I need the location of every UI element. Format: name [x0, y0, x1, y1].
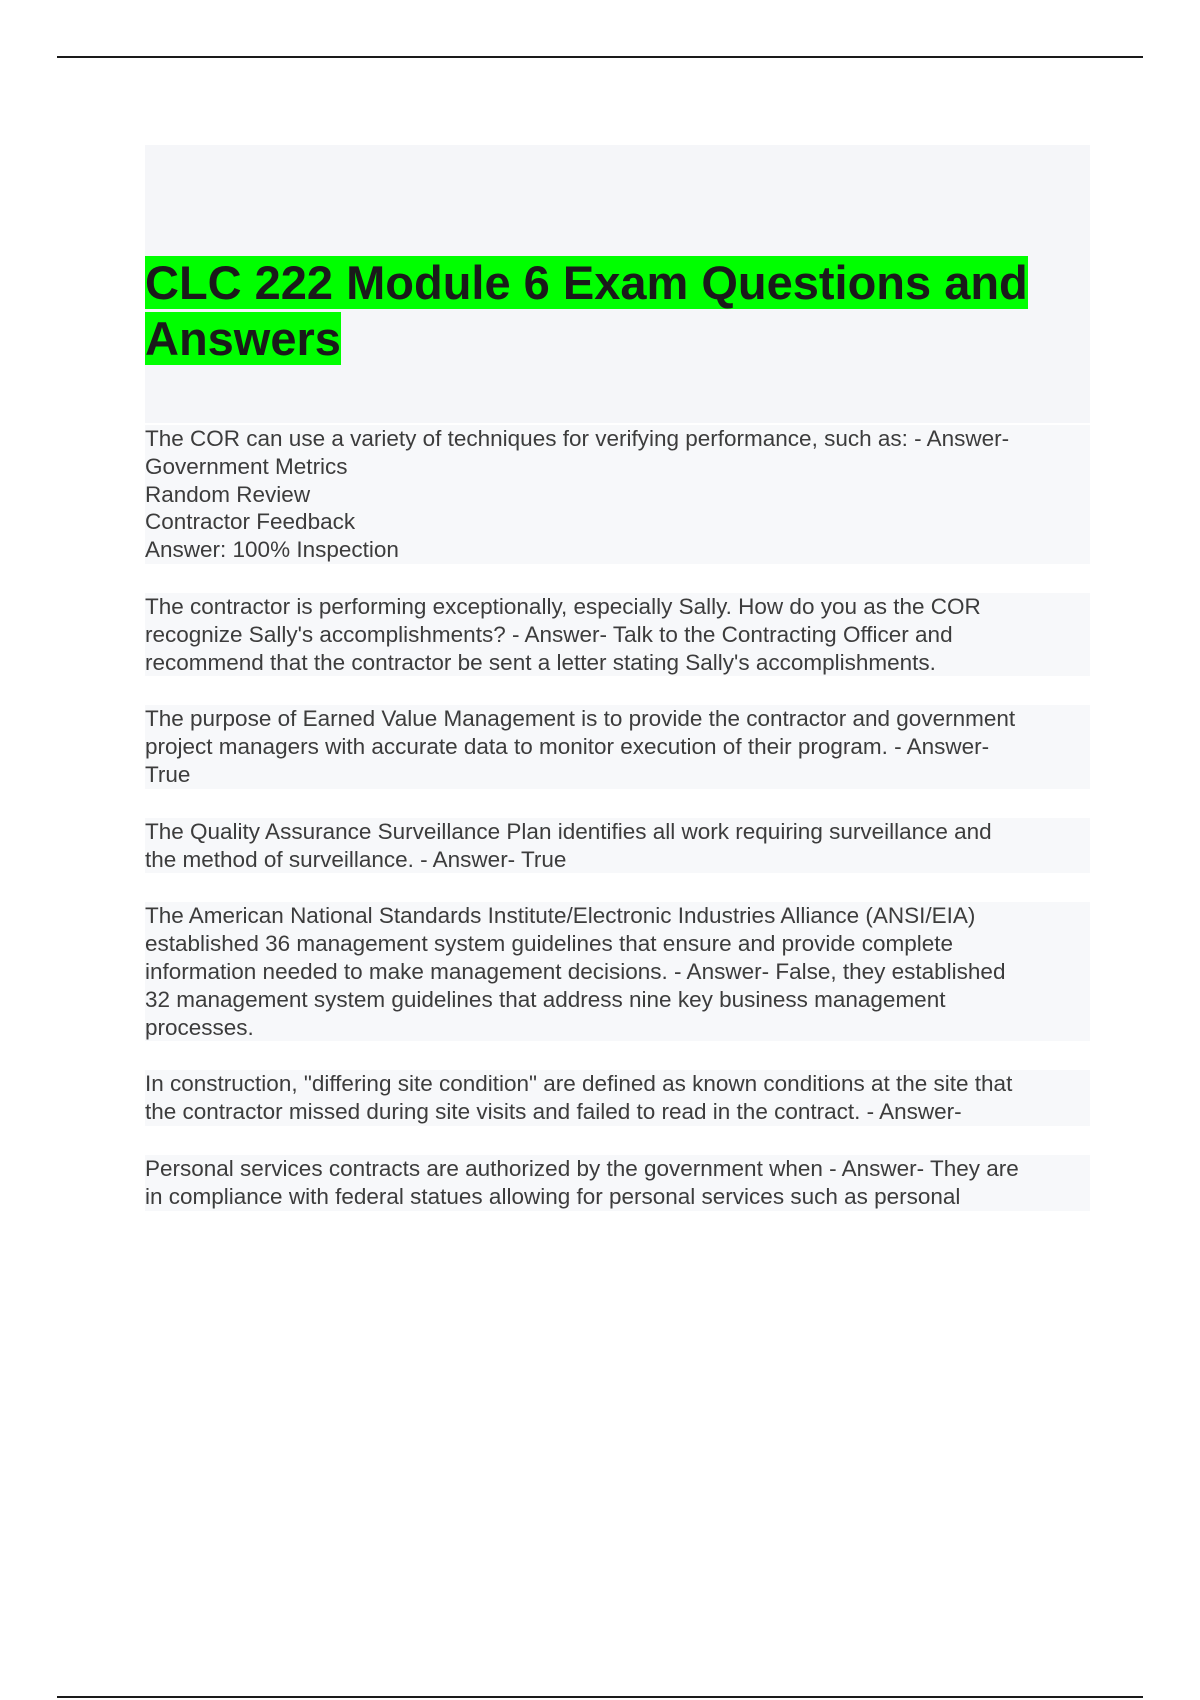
qa-item: In construction, "differing site condition" are defined as known conditions at the site that the contractor missed during site visits and failed to read in the contract. - Answer-	[145, 1070, 1090, 1126]
qa-item: The American National Standards Institute/Electronic Industries Alliance (ANSI/EIA) established 36 management system guidelines that ensure and provide complete information needed to make management decisions. - Answer- False, they established 32 management system guidelines that address nine key business management processes.	[145, 902, 1090, 1041]
qa-item: The contractor is performing exceptionally, especially Sally. How do you as the COR recognize Sally's accomplishments? - Answer- Talk to the Contracting Officer and recommend that the contractor be sent a letter stating Sally's accomplishments.	[145, 593, 1090, 676]
qa-list	[145, 425, 1090, 1211]
qa-item: The Quality Assurance Surveillance Plan identifies all work requiring surveillance and the method of surveillance. - Answer- True	[145, 818, 1090, 874]
qa-item: Personal services contracts are authorized by the government when - Answer- They are in compliance with federal statues allowing for personal services such as personal	[145, 1155, 1090, 1211]
document-title	[145, 255, 1090, 367]
title-highlight: CLC 222 Module 6 Exam Questions and Answers	[145, 256, 1028, 365]
title-banner	[145, 145, 1090, 423]
bottom-rule	[57, 1696, 1143, 1698]
top-rule	[57, 56, 1143, 58]
qa-item: The purpose of Earned Value Management is to provide the contractor and government project managers with accurate data to monitor execution of their program. - Answer- True	[145, 705, 1090, 788]
qa-item: The COR can use a variety of techniques for verifying performance, such as: - Answer- Government Metrics Random Review Contractor Feedback Answer: 100% Inspection	[145, 425, 1090, 564]
document-body	[145, 145, 1090, 1240]
